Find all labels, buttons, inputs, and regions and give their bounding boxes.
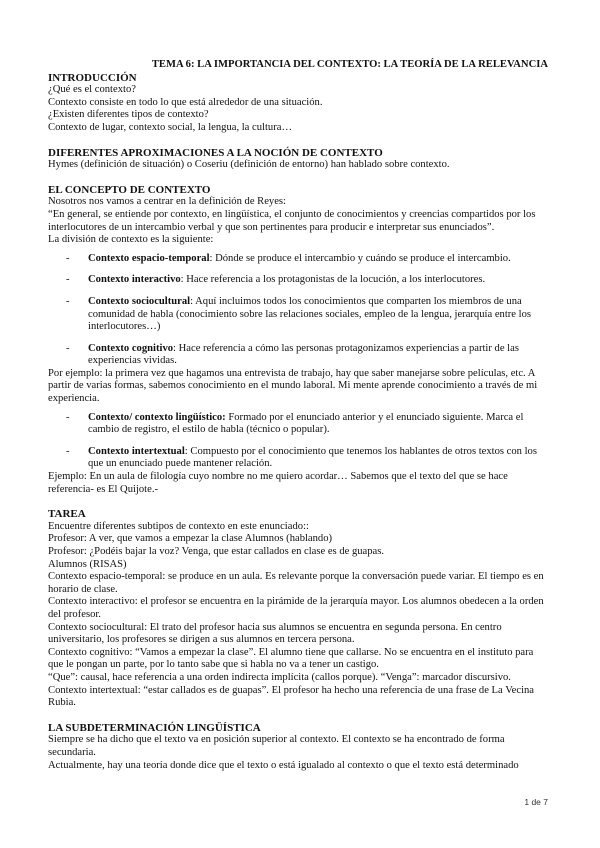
intro-line: ¿Existen diferentes tipos de contexto? <box>48 109 209 121</box>
concept-example: Por ejemplo: la primera vez que hagamos una entrevista de trabajo, hay que saber manejarse sobre películas, etc. A partir de varias formas, sabemos conocimiento en el mundo laboral. Mi mente aprende conocimiento a través de mi experiencia. <box>48 367 538 405</box>
item-desc: : Hace referencia a cómo las personas protagonizamos experiencias a partir de las experiencias vividas. <box>88 342 519 367</box>
approaches-heading: DIFERENTES APROXIMACIONES A LA NOCIÓN DE CONTEXTO <box>48 146 383 159</box>
concept-intro-line: Nosotros nos vamos a centrar en la definición de Reyes: <box>48 196 286 208</box>
concept-example-2: Ejemplo: En un aula de filología cuyo nombre no me quiero acordar… Sabemos que el texto del que se hace referencia- es El Quijote.- <box>48 471 508 495</box>
task-heading: TAREA <box>48 508 86 521</box>
task-line: Encuentre diferentes subtipos de contexto en este enunciado:: <box>48 520 309 532</box>
item-term: Contexto/ contexto lingüístico: <box>88 411 226 423</box>
document-page <box>48 59 548 772</box>
section-approaches <box>48 147 548 172</box>
context-types-list-2 <box>48 412 548 471</box>
concept-heading: EL CONCEPTO DE CONTEXTO <box>48 183 211 196</box>
item-term: Contexto interactivo <box>88 274 181 286</box>
task-line: Profesor: A ver, que vamos a empezar la clase Alumnos (hablando) <box>48 533 333 545</box>
approaches-text: Hymes (definición de situación) o Coseriu (definición de entorno) han hablado sobre contexto. <box>48 159 450 171</box>
item-desc: : Dónde se produce el intercambio y cuándo se produce el intercambio. <box>209 252 511 264</box>
item-term: Contexto cognitivo <box>88 342 174 354</box>
subdet-line: Siempre se ha dicho que el texto va en posición superior al contexto. El contexto se ha encontrado de forma secundaria. <box>48 734 505 758</box>
list-item <box>48 274 548 287</box>
item-desc: Formado por el enunciado anterior y el enunciado siguiente. Marca el cambio de registro, el estilo de habla (técnico o popular). <box>88 411 524 436</box>
task-line: Contexto intertextual: “estar callados es de guapas”. El profesor ha hecho una referencia de una frase de La Vecina Rubia. <box>48 684 535 709</box>
list-item <box>48 253 548 266</box>
item-term: Contexto sociocultural <box>88 295 191 307</box>
item-desc: : Compuesto por el conocimiento que tenemos los hablantes de otros textos con los que un enunciado puede mantener relación. <box>88 445 537 470</box>
item-term: Contexto intertextual <box>88 445 185 457</box>
item-term: Contexto espacio-temporal <box>88 252 210 264</box>
subdet-line: Actualmente, hay una teoría donde dice que el texto o está igualado al contexto o que el texto está determinado <box>48 759 519 771</box>
section-concept <box>48 184 548 496</box>
task-line: Contexto espacio-temporal: se produce en un aula. Es relevante porque la conversación puede variar. El tiempo es en horario de clase. <box>48 571 544 595</box>
task-line: Contexto interactivo: el profesor se encuentra en la pirámide de la jerarquía mayor. Los alumnos obedecen a la orden del profesor. <box>48 596 544 620</box>
intro-heading: INTRODUCCIÓN <box>48 71 137 84</box>
task-line: “Que”: causal, hace referencia a una orden indirecta implícita (callos porque). “Venga”: marcador discursivo. <box>48 671 511 683</box>
section-task <box>48 508 548 710</box>
concept-quote: “En general, se entiende por contexto, en lingüística, el conjunto de conocimientos y creencias compartidos por los interlocutores de un intercambio verbal y que son pertinentes para producir e interpretar sus enunciados”. <box>48 208 536 233</box>
concept-division-line: La división de contexto es la siguiente: <box>48 234 214 246</box>
page-number: 1 de 7 <box>524 797 548 807</box>
task-line: Contexto cognitivo: “Vamos a empezar la clase”. El alumno tiene que callarse. No se encuentra en el instituto para que le pongan un parte, por lo tanto sabe que si habla no va a tener un castigo. <box>48 646 534 671</box>
context-types-list <box>48 253 548 368</box>
list-item <box>48 412 548 437</box>
section-subdetermination <box>48 722 548 772</box>
section-intro <box>48 72 548 135</box>
item-desc: : Aquí incluimos todos los conocimientos que comparten los miembros de una comunidad de habla (conocimiento sobre las relaciones sociales, empleo de la lengua, jerarquía entre los interlocutores…) <box>88 295 532 333</box>
item-desc: : Hace referencia a los protagonistas de la locución, a los interlocutores. <box>180 274 486 286</box>
list-item <box>48 446 548 471</box>
list-item <box>48 296 548 334</box>
intro-line: Contexto consiste en todo lo que está alrededor de una situación. <box>48 96 323 108</box>
document-title: TEMA 6: LA IMPORTANCIA DEL CONTEXTO: LA TEORÍA DE LA RELEVANCIA <box>151 59 548 70</box>
task-line: Contexto sociocultural: El trato del profesor hacia sus alumnos se encuentra en segunda persona. En centro universitario, los profesores se dirigen a sus alumnos en tercera persona. <box>48 621 502 646</box>
intro-line: ¿Qué es el contexto? <box>48 84 136 96</box>
task-line: Profesor: ¿Podéis bajar la voz? Venga, que estar callados en clase es de guapas. <box>48 546 385 557</box>
subdet-heading: LA SUBDETERMINACIÓN LINGÜÍSTICA <box>48 721 261 734</box>
task-line: Alumnos (RISAS) <box>48 558 127 570</box>
intro-line: Contexto de lugar, contexto social, la lengua, la cultura… <box>48 121 293 133</box>
list-item <box>48 343 548 368</box>
